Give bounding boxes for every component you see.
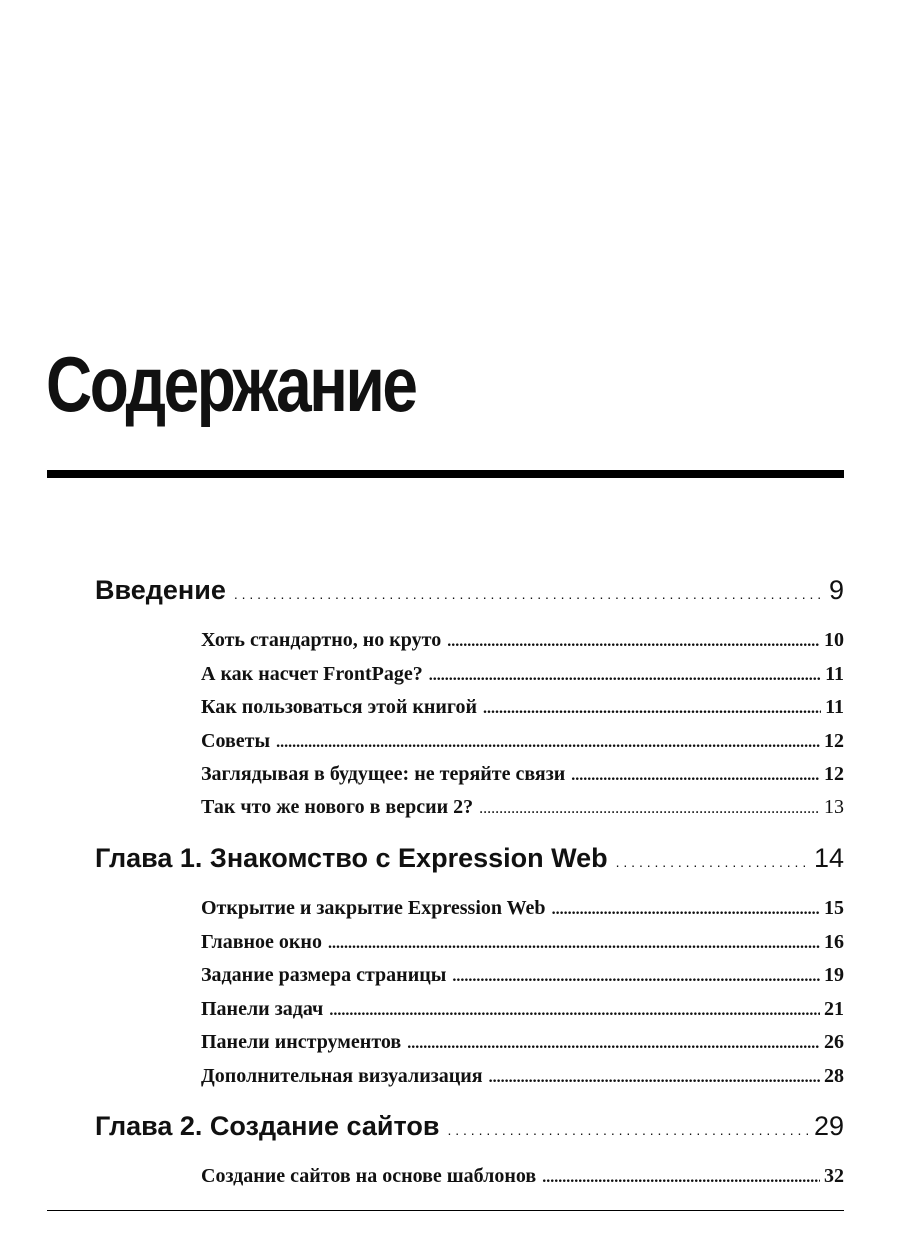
section-title: Так что же нового в версии 2? xyxy=(201,796,474,818)
page-title: Содержание xyxy=(46,340,416,428)
toc-chapter[interactable] xyxy=(95,1109,844,1147)
dot-leader xyxy=(447,627,820,655)
section-page: 10 xyxy=(824,629,844,651)
chapter-title: Глава 1. Знакомство с Expression Web xyxy=(95,843,608,873)
toc-section[interactable] xyxy=(201,627,844,655)
toc-section[interactable] xyxy=(201,996,844,1024)
chapter-title: Глава 2. Создание сайтов xyxy=(95,1111,440,1141)
section-title: Дополнительная визуализация xyxy=(201,1065,483,1087)
dot-leader xyxy=(542,1163,820,1191)
title-rule xyxy=(47,470,844,478)
section-page: 11 xyxy=(825,696,844,718)
section-page: 11 xyxy=(825,663,844,685)
section-title: Создание сайтов на основе шаблонов xyxy=(201,1165,537,1187)
dot-leader xyxy=(571,761,820,789)
chapter-page: 29 xyxy=(813,1111,844,1141)
section-title: Панели задач xyxy=(201,998,324,1020)
toc-section[interactable] xyxy=(201,694,844,722)
toc-section[interactable] xyxy=(201,1163,844,1191)
dot-leader xyxy=(616,841,808,879)
section-title: Как пользоваться этой книгой xyxy=(201,696,478,718)
section-title: Задание размера страницы xyxy=(201,964,447,986)
toc-section[interactable] xyxy=(201,895,844,923)
dot-leader xyxy=(328,929,820,957)
dot-leader xyxy=(234,573,823,611)
toc-section[interactable] xyxy=(201,929,844,957)
section-page: 28 xyxy=(824,1065,844,1087)
section-page: 26 xyxy=(824,1031,844,1053)
toc-section[interactable] xyxy=(201,661,844,689)
dot-leader xyxy=(452,962,820,990)
toc-section[interactable] xyxy=(201,1063,844,1091)
section-title: Советы xyxy=(201,730,271,752)
toc-chapter[interactable] xyxy=(95,841,844,879)
section-page: 13 xyxy=(824,796,844,818)
toc-section[interactable] xyxy=(201,728,844,756)
toc-section[interactable] xyxy=(201,1029,844,1057)
dot-leader xyxy=(407,1029,820,1057)
footer-rule xyxy=(47,1210,844,1211)
dot-leader xyxy=(483,694,821,722)
dot-leader xyxy=(552,895,820,923)
section-page: 32 xyxy=(824,1165,844,1187)
section-title: Панели инструментов xyxy=(201,1031,402,1053)
toc-section[interactable] xyxy=(201,794,844,822)
chapter-page: 14 xyxy=(813,843,844,873)
dot-leader xyxy=(447,1109,807,1147)
toc-section[interactable] xyxy=(201,761,844,789)
section-page: 16 xyxy=(824,931,844,953)
dot-leader xyxy=(329,996,820,1024)
section-title: Главное окно xyxy=(201,931,322,953)
toc-section[interactable] xyxy=(201,962,844,990)
section-title: Хоть стандартно, но круто xyxy=(201,629,442,651)
toc-chapter[interactable] xyxy=(95,573,844,611)
section-page: 15 xyxy=(824,897,844,919)
section-page: 12 xyxy=(824,763,844,785)
dot-leader xyxy=(276,728,820,756)
section-title: Открытие и закрытие Expression Web xyxy=(201,897,546,919)
chapter-page: 9 xyxy=(828,575,844,605)
section-page: 21 xyxy=(824,998,844,1020)
dot-leader xyxy=(429,661,821,689)
dot-leader xyxy=(479,794,820,822)
section-page: 12 xyxy=(824,730,844,752)
section-title: Заглядывая в будущее: не теряйте связи xyxy=(201,763,566,785)
section-page: 19 xyxy=(824,964,844,986)
chapter-title: Введение xyxy=(95,575,226,605)
section-title: А как насчет FrontPage? xyxy=(201,663,423,685)
dot-leader xyxy=(489,1063,820,1091)
